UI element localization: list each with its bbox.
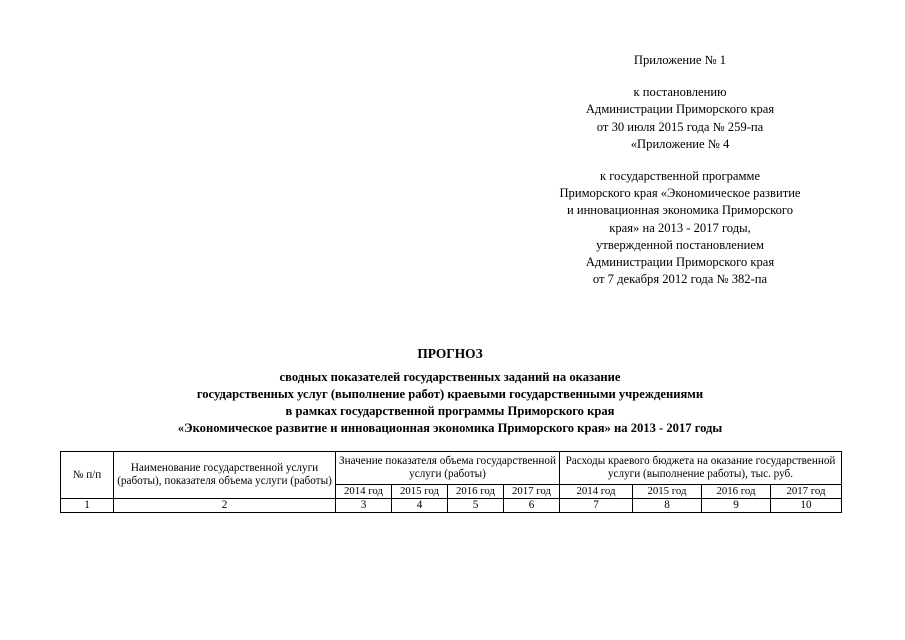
header-expenses: Расходы краевого бюджета на оказание государственной услуги (выполнение работы), тыс. руб. bbox=[560, 452, 842, 485]
header-volume: Значение показателя объема государственной услуги (работы) bbox=[336, 452, 560, 485]
heading-line: государственных услуг (выполнение работ) краевыми государственными учреждениями bbox=[196, 387, 704, 401]
document-heading bbox=[60, 345, 840, 437]
index-cell: 1 bbox=[61, 499, 114, 513]
appendix-line: «Приложение № 4 bbox=[630, 136, 730, 151]
index-cell: 7 bbox=[560, 499, 633, 513]
expense-year: 2014 год bbox=[560, 485, 633, 499]
index-cell: 5 bbox=[448, 499, 504, 513]
program-line: края» на 2013 - 2017 годы, bbox=[609, 220, 751, 235]
volume-year: 2016 год bbox=[448, 485, 504, 499]
heading-line: в рамках государственной программы Приморского края bbox=[285, 404, 615, 418]
heading-line: сводных показателей государственных заданий на оказание bbox=[279, 370, 621, 384]
appendix-block bbox=[530, 52, 830, 288]
program-line: и инновационная экономика Приморского bbox=[566, 203, 794, 218]
appendix-line: к постановлению bbox=[633, 85, 727, 100]
expense-year: 2017 год bbox=[771, 485, 842, 499]
appendix-line: от 30 июля 2015 года № 259-па bbox=[596, 119, 764, 134]
volume-year: 2017 год bbox=[504, 485, 560, 499]
index-cell: 10 bbox=[771, 499, 842, 513]
header-number: № п/п bbox=[61, 452, 114, 499]
program-line: от 7 декабря 2012 года № 382-па bbox=[592, 272, 768, 287]
index-cell: 9 bbox=[702, 499, 771, 513]
index-cell: 6 bbox=[504, 499, 560, 513]
program-line: Администрации Приморского края bbox=[585, 255, 775, 270]
expense-year: 2016 год bbox=[702, 485, 771, 499]
expense-year: 2015 год bbox=[633, 485, 702, 499]
header-name: Наименование государственной услуги (работы), показателя объема услуги (работы) bbox=[114, 452, 336, 499]
index-row bbox=[61, 499, 842, 513]
forecast-table bbox=[60, 451, 842, 513]
index-cell: 8 bbox=[633, 499, 702, 513]
program-line: утвержденной постановлением bbox=[596, 237, 764, 252]
program-line: к государственной программе bbox=[599, 169, 761, 184]
heading-line: «Экономическое развитие и инновационная экономика Приморского края» на 2013 - 2017 годы bbox=[177, 421, 723, 435]
index-cell: 4 bbox=[392, 499, 448, 513]
header-row bbox=[61, 452, 842, 485]
appendix-title: Приложение № 1 bbox=[633, 53, 727, 67]
heading-main: ПРОГНОЗ bbox=[417, 346, 483, 361]
volume-year: 2015 год bbox=[392, 485, 448, 499]
volume-year: 2014 год bbox=[336, 485, 392, 499]
appendix-line: Администрации Приморского края bbox=[585, 102, 775, 117]
index-cell: 3 bbox=[336, 499, 392, 513]
index-cell: 2 bbox=[114, 499, 336, 513]
program-line: Приморского края «Экономическое развитие bbox=[559, 186, 801, 201]
